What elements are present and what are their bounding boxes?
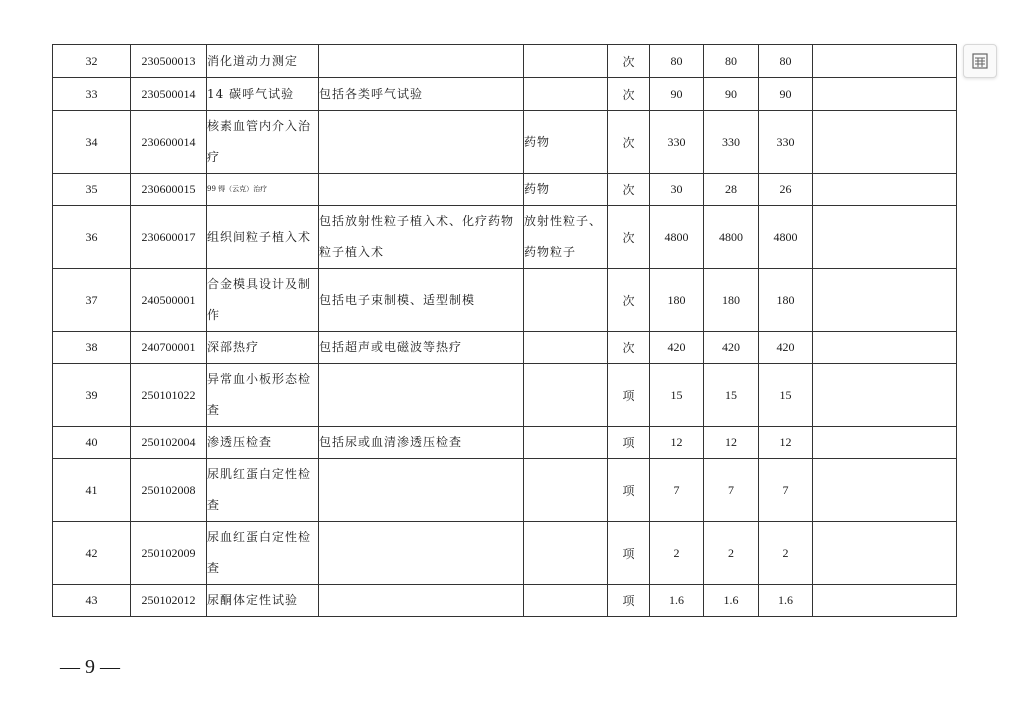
- row-price-3: 4800: [759, 206, 813, 269]
- row-number: 40: [53, 427, 131, 459]
- row-content: 包括尿或血清渗透压检查: [319, 427, 524, 459]
- row-unit: 次: [608, 45, 650, 78]
- row-except: [524, 269, 608, 332]
- row-unit: 项: [608, 585, 650, 617]
- row-price-1: 2: [650, 522, 704, 585]
- row-price-1: 180: [650, 269, 704, 332]
- row-note: [813, 206, 957, 269]
- row-name: 组织间粒子植入术: [207, 206, 319, 269]
- row-price-3: 7: [759, 459, 813, 522]
- row-price-2: 80: [704, 45, 759, 78]
- table-row: [53, 78, 957, 111]
- row-note: [813, 269, 957, 332]
- row-note: [813, 585, 957, 617]
- table-row: [53, 364, 957, 427]
- row-name: 深部热疗: [207, 332, 319, 364]
- row-content: [319, 111, 524, 174]
- row-name: 14 碳呼气试验: [207, 78, 319, 111]
- row-code: 250101022: [131, 364, 207, 427]
- row-price-2: 28: [704, 174, 759, 206]
- row-except: [524, 459, 608, 522]
- row-name: 99 锝（云克）治疗: [207, 174, 319, 206]
- row-code: 250102009: [131, 522, 207, 585]
- row-content: [319, 45, 524, 78]
- row-note: [813, 459, 957, 522]
- table-row: [53, 45, 957, 78]
- row-unit: 次: [608, 332, 650, 364]
- row-except: [524, 585, 608, 617]
- row-price-3: 90: [759, 78, 813, 111]
- table-body: [53, 45, 957, 617]
- row-note: [813, 522, 957, 585]
- row-code: 230600015: [131, 174, 207, 206]
- row-content: [319, 522, 524, 585]
- row-unit: 项: [608, 364, 650, 427]
- row-unit: 次: [608, 174, 650, 206]
- table-row: [53, 459, 957, 522]
- row-note: [813, 427, 957, 459]
- row-name: 核素血管内介入治疗: [207, 111, 319, 174]
- row-content: 包括放射性粒子植入术、化疗药物粒子植入术: [319, 206, 524, 269]
- row-code: 230600014: [131, 111, 207, 174]
- row-price-1: 420: [650, 332, 704, 364]
- row-note: [813, 332, 957, 364]
- row-number: 33: [53, 78, 131, 111]
- row-name: 异常血小板形态检查: [207, 364, 319, 427]
- row-number: 42: [53, 522, 131, 585]
- row-price-3: 330: [759, 111, 813, 174]
- row-price-2: 4800: [704, 206, 759, 269]
- row-note: [813, 45, 957, 78]
- row-price-3: 180: [759, 269, 813, 332]
- row-price-3: 420: [759, 332, 813, 364]
- row-except: [524, 427, 608, 459]
- row-code: 240500001: [131, 269, 207, 332]
- row-price-2: 2: [704, 522, 759, 585]
- row-price-2: 7: [704, 459, 759, 522]
- table-row: [53, 206, 957, 269]
- row-price-3: 26: [759, 174, 813, 206]
- row-number: 36: [53, 206, 131, 269]
- row-content: 包括各类呼气试验: [319, 78, 524, 111]
- row-price-1: 30: [650, 174, 704, 206]
- row-content: [319, 459, 524, 522]
- row-except: 放射性粒子、药物粒子: [524, 206, 608, 269]
- row-price-2: 330: [704, 111, 759, 174]
- row-unit: 次: [608, 206, 650, 269]
- row-unit: 项: [608, 459, 650, 522]
- table-row: [53, 427, 957, 459]
- row-unit: 项: [608, 427, 650, 459]
- row-content: [319, 585, 524, 617]
- row-name: 尿肌红蛋白定性检查: [207, 459, 319, 522]
- row-name: 合金模具设计及制作: [207, 269, 319, 332]
- row-code: 250102012: [131, 585, 207, 617]
- row-note: [813, 174, 957, 206]
- row-price-3: 15: [759, 364, 813, 427]
- row-code: 250102004: [131, 427, 207, 459]
- row-code: 250102008: [131, 459, 207, 522]
- row-price-2: 90: [704, 78, 759, 111]
- row-price-1: 90: [650, 78, 704, 111]
- row-number: 38: [53, 332, 131, 364]
- row-except: 药物: [524, 111, 608, 174]
- row-unit: 项: [608, 522, 650, 585]
- row-except: [524, 332, 608, 364]
- table-row: [53, 269, 957, 332]
- row-content: [319, 174, 524, 206]
- row-except: [524, 522, 608, 585]
- row-number: 32: [53, 45, 131, 78]
- price-table: [52, 44, 957, 617]
- row-price-2: 1.6: [704, 585, 759, 617]
- row-name: 消化道动力测定: [207, 45, 319, 78]
- row-note: [813, 78, 957, 111]
- row-number: 35: [53, 174, 131, 206]
- row-content: 包括电子束制模、适型制模: [319, 269, 524, 332]
- row-note: [813, 364, 957, 427]
- row-price-2: 180: [704, 269, 759, 332]
- row-price-1: 330: [650, 111, 704, 174]
- row-number: 37: [53, 269, 131, 332]
- row-number: 39: [53, 364, 131, 427]
- row-price-3: 2: [759, 522, 813, 585]
- row-price-1: 1.6: [650, 585, 704, 617]
- row-except: [524, 45, 608, 78]
- table-row: [53, 332, 957, 364]
- row-name: 尿血红蛋白定性检查: [207, 522, 319, 585]
- row-price-3: 80: [759, 45, 813, 78]
- row-name: 尿酮体定性试验: [207, 585, 319, 617]
- row-code: 240700001: [131, 332, 207, 364]
- row-name: 渗透压检查: [207, 427, 319, 459]
- fit-page-icon: [970, 51, 990, 71]
- row-unit: 次: [608, 269, 650, 332]
- row-price-1: 7: [650, 459, 704, 522]
- row-unit: 次: [608, 78, 650, 111]
- row-price-1: 15: [650, 364, 704, 427]
- row-except: [524, 364, 608, 427]
- row-price-2: 15: [704, 364, 759, 427]
- row-price-1: 80: [650, 45, 704, 78]
- table-row: [53, 585, 957, 617]
- row-content: [319, 364, 524, 427]
- row-price-3: 12: [759, 427, 813, 459]
- table-row: [53, 111, 957, 174]
- row-price-2: 420: [704, 332, 759, 364]
- row-price-1: 12: [650, 427, 704, 459]
- row-price-1: 4800: [650, 206, 704, 269]
- row-number: 43: [53, 585, 131, 617]
- table-row: [53, 522, 957, 585]
- row-except: 药物: [524, 174, 608, 206]
- row-content: 包括超声或电磁波等热疗: [319, 332, 524, 364]
- row-unit: 次: [608, 111, 650, 174]
- row-number: 41: [53, 459, 131, 522]
- row-price-2: 12: [704, 427, 759, 459]
- row-number: 34: [53, 111, 131, 174]
- table-row: [53, 174, 957, 206]
- row-price-3: 1.6: [759, 585, 813, 617]
- row-except: [524, 78, 608, 111]
- page-number: — 9 —: [60, 656, 120, 678]
- row-code: 230500013: [131, 45, 207, 78]
- row-code: 230600017: [131, 206, 207, 269]
- row-code: 230500014: [131, 78, 207, 111]
- fit-page-button[interactable]: [963, 44, 997, 78]
- row-note: [813, 111, 957, 174]
